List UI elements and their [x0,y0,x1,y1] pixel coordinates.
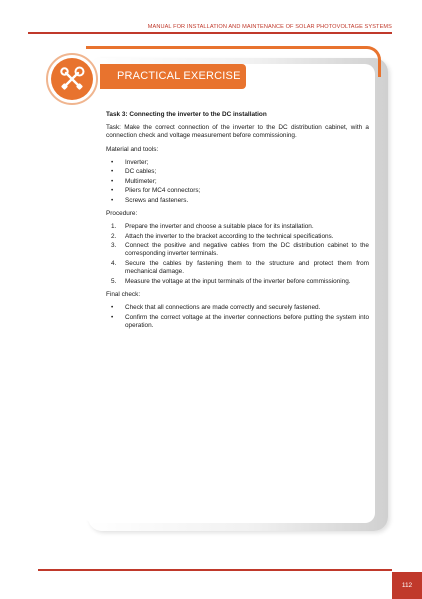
list-item: • Inverter; [106,159,369,167]
materials-label: Material and tools: [106,145,159,153]
list-item: • Screws and fasteners. [106,197,369,205]
page-number: 112 [392,572,422,599]
list-item: • Check that all connections are made correctly and securely fastened. [106,304,369,312]
procedure-label: Procedure: [106,210,138,218]
step-text: Secure the cables by fastening them to the structure and protect them from mechanical damage. [125,259,369,276]
exercise-body [106,111,369,336]
step-number: 4. [111,259,117,267]
procedure-step [106,242,369,258]
procedure-step [106,260,369,276]
step-text: Attach the inverter to the bracket according to the technical specifications. [125,232,334,240]
final-check-label: Final check: [106,290,141,298]
step-number: 1. [111,223,117,231]
task-title: Task 3: Connecting the inverter to the DC installation [106,111,267,118]
running-header: MANUAL FOR INSTALLATION AND MAINTENANCE OF SOLAR PHOTOVOLTAGE SYSTEMS [147,24,392,30]
procedure-step [106,223,369,231]
footer-rule [38,569,392,571]
procedure-step [106,278,369,286]
step-text: Connect the positive and negative cables from the DC distribution cabinet to the corresponding inverter terminals. [125,242,369,258]
list-item: • Pliers for MC4 connectors; [106,187,369,195]
procedure-list [106,223,369,286]
tools-icon [58,65,86,93]
list-item: • Multimeter; [106,178,369,186]
step-text: Measure the voltage at the input terminals of the inverter before commissioning. [125,277,351,285]
materials-list [106,159,369,205]
step-number: 2. [111,232,117,240]
final-check-list [106,304,369,331]
step-text: Prepare the inverter and choose a suitable place for its installation. [125,223,314,231]
badge [51,58,93,100]
step-number: 5. [111,277,117,285]
header-rule [28,32,392,34]
list-item: • DC cables; [106,168,369,176]
task-description: Task: Make the correct connection of the inverter to the DC distribution cabinet, with a connection check and voltage measurement before commissioning. [106,124,369,140]
list-item: • Confirm the correct voltage at the inverter connections before putting the system into operation. [106,314,369,330]
procedure-step [106,233,369,241]
step-number: 3. [111,242,117,250]
banner-title: PRACTICAL EXERCISE [117,70,241,82]
